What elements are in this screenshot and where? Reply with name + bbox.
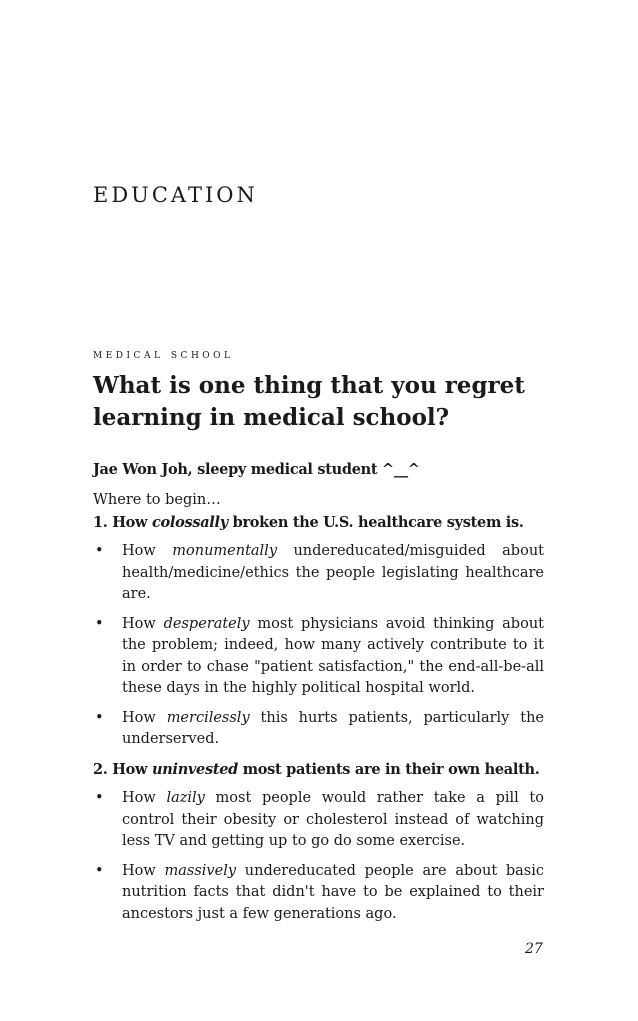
page-number: 27: [525, 941, 543, 957]
list-item-lead: How: [122, 862, 165, 879]
section-title: medical school: [93, 346, 234, 361]
bullet-icon: •: [95, 615, 104, 632]
list-item-text: this hurts patients, particularly the underserved.: [122, 709, 544, 747]
point-1-emphasis: colossally: [152, 513, 228, 531]
list-item-emphasis: mercilessly: [166, 709, 250, 726]
point-2-number: 2. How: [93, 760, 152, 778]
point-2-emphasis: uninvested: [152, 760, 239, 778]
list-item-lead: How: [122, 615, 164, 632]
answer-author: Jae Won Joh, sleepy medical student ^__^: [93, 461, 420, 478]
bullet-icon: •: [95, 709, 104, 726]
list-item-emphasis: desperately: [163, 615, 250, 632]
list-item-emphasis: monumentally: [172, 543, 278, 559]
point-1-heading: [93, 512, 544, 534]
list-item-text: undereducated/misguided about health/medicine/ethics the people legislating healthcare are.: [122, 543, 544, 602]
list-item-text: undereducated people are about basic nutrition facts that didn't have to be explained to their ancestors just a few generations ago.: [122, 862, 544, 922]
list-item-emphasis: massively: [164, 862, 237, 879]
question-heading: What is one thing that you regret learning in medical school?: [93, 372, 525, 431]
list-item: [93, 541, 544, 606]
list-item: [93, 614, 544, 700]
list-item-lead: How: [122, 543, 173, 559]
list-item-text: most people would rather take a pill to control their obesity or cholesterol instead of watching less TV and getting up to go do some exercise.: [122, 790, 544, 849]
bullet-icon: •: [95, 862, 104, 879]
answer-body: [93, 490, 544, 933]
list-item-text: most physicians avoid thinking about the problem; indeed, how many actively contribute to it in order to chase "patient satisfaction," the end-all-be-all these days in the highly political hospital world.: [122, 615, 544, 696]
point-2-heading: [93, 759, 544, 781]
chapter-title: EDUCATION: [93, 183, 258, 207]
list-item-emphasis: lazily: [166, 790, 205, 806]
list-item: [93, 788, 544, 853]
point-1-rest: broken the U.S. healthcare system is.: [227, 513, 524, 531]
point-1-number: 1. How: [93, 513, 152, 531]
bullet-icon: •: [95, 543, 104, 559]
intro-text: Where to begin…: [93, 492, 221, 508]
bullet-icon: •: [95, 790, 104, 806]
list-item-lead: How: [122, 709, 167, 726]
list-item: [93, 708, 544, 751]
point-2-rest: most patients are in their own health.: [238, 760, 540, 778]
point-2-list: [93, 788, 544, 925]
point-1-list: [93, 541, 544, 751]
list-item-lead: How: [122, 790, 167, 806]
list-item: [93, 861, 544, 926]
